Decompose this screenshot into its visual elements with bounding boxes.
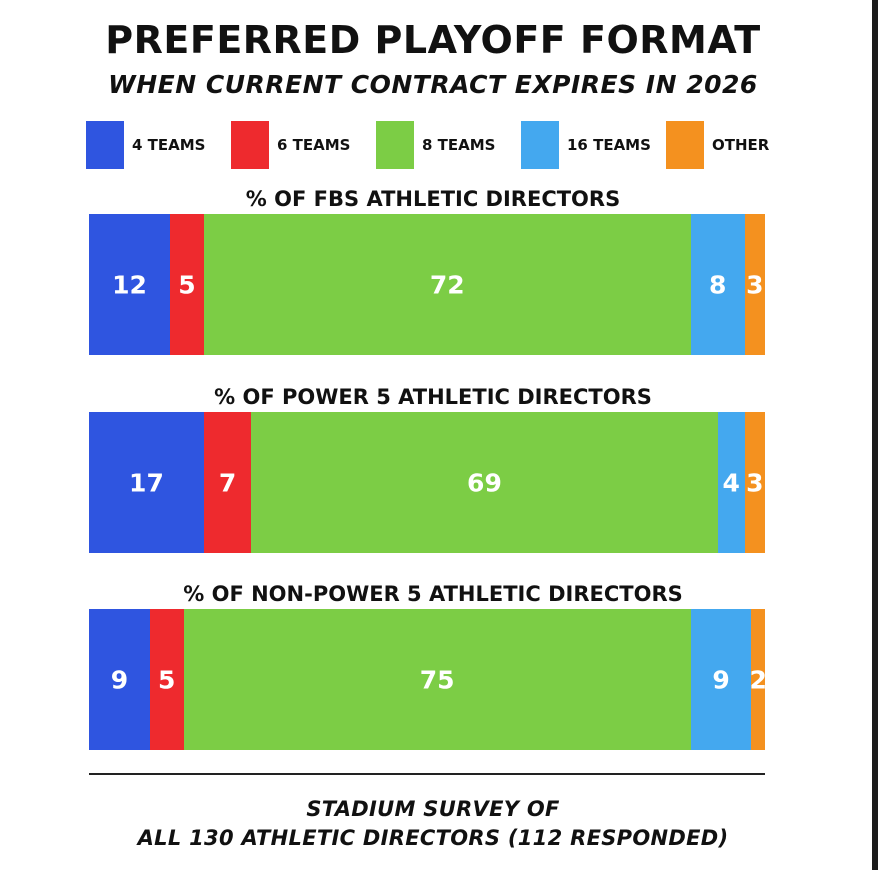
legend-swatch-other: [666, 121, 704, 169]
legend-label-other: OTHER: [712, 136, 770, 154]
footnote-line-1: STADIUM SURVEY OF: [306, 797, 560, 821]
chart-subtitle: WHEN CURRENT CONTRACT EXPIRES IN 2026: [108, 70, 758, 99]
right-border: [872, 0, 878, 870]
bar-segment-other: [751, 609, 765, 750]
bar-segment-16-teams: [691, 214, 745, 355]
bar-segment-6-teams: [204, 412, 251, 553]
legend-label-4-teams: 4 TEAMS: [132, 136, 206, 154]
data-label-8-teams: 72: [429, 270, 465, 299]
panel-title-non-power-5: % OF NON-POWER 5 ATHLETIC DIRECTORS: [183, 582, 683, 606]
data-label-16-teams: 9: [712, 665, 730, 694]
bar-segment-16-teams: [691, 609, 752, 750]
legend-label-16-teams: 16 TEAMS: [567, 136, 651, 154]
legend-label-6-teams: 6 TEAMS: [277, 136, 351, 154]
data-label-8-teams: 69: [467, 468, 502, 497]
panel-title-fbs: % OF FBS ATHLETIC DIRECTORS: [245, 187, 621, 211]
bar-fbs: [89, 214, 765, 355]
data-label-6-teams: 5: [158, 665, 176, 694]
data-label-8-teams: 75: [419, 665, 455, 694]
data-label-other: 2: [749, 665, 767, 694]
legend-swatch-6-teams: [231, 121, 269, 169]
bar-segment-16-teams: [718, 412, 745, 553]
data-label-16-teams: 4: [722, 468, 740, 497]
bar-segment-8-teams: [184, 609, 691, 750]
data-label-4-teams: 12: [112, 270, 147, 299]
bar-segment-6-teams: [170, 214, 204, 355]
bar-segment-6-teams: [150, 609, 184, 750]
legend-label-8-teams: 8 TEAMS: [422, 136, 496, 154]
data-label-other: 3: [746, 270, 764, 299]
data-label-other: 3: [746, 468, 764, 497]
bar-segment-4-teams: [89, 609, 150, 750]
data-label-6-teams: 5: [178, 270, 196, 299]
data-label-4-teams: 9: [110, 665, 129, 694]
data-label-6-teams: 7: [218, 468, 237, 497]
legend-swatch-8-teams: [376, 121, 414, 169]
bar-segment-8-teams: [251, 412, 717, 553]
bar-power-5: [89, 412, 765, 553]
legend-swatch-16-teams: [521, 121, 559, 169]
legend-swatch-4-teams: [86, 121, 124, 169]
bar-segment-other: [745, 214, 765, 355]
data-label-16-teams: 8: [708, 270, 727, 299]
footnote-line-2: ALL 130 ATHLETIC DIRECTORS (112 RESPONDED): [137, 826, 729, 850]
divider-line: [89, 773, 765, 775]
bar-segment-4-teams: [89, 412, 204, 553]
data-label-4-teams: 17: [129, 468, 164, 497]
bar-segment-other: [745, 412, 765, 553]
panel-title-power-5: % OF POWER 5 ATHLETIC DIRECTORS: [214, 385, 652, 409]
chart-title: PREFERRED PLAYOFF FORMAT: [105, 18, 761, 62]
bar-non-power-5: [89, 609, 765, 750]
bar-segment-4-teams: [89, 214, 170, 355]
bar-segment-8-teams: [204, 214, 691, 355]
